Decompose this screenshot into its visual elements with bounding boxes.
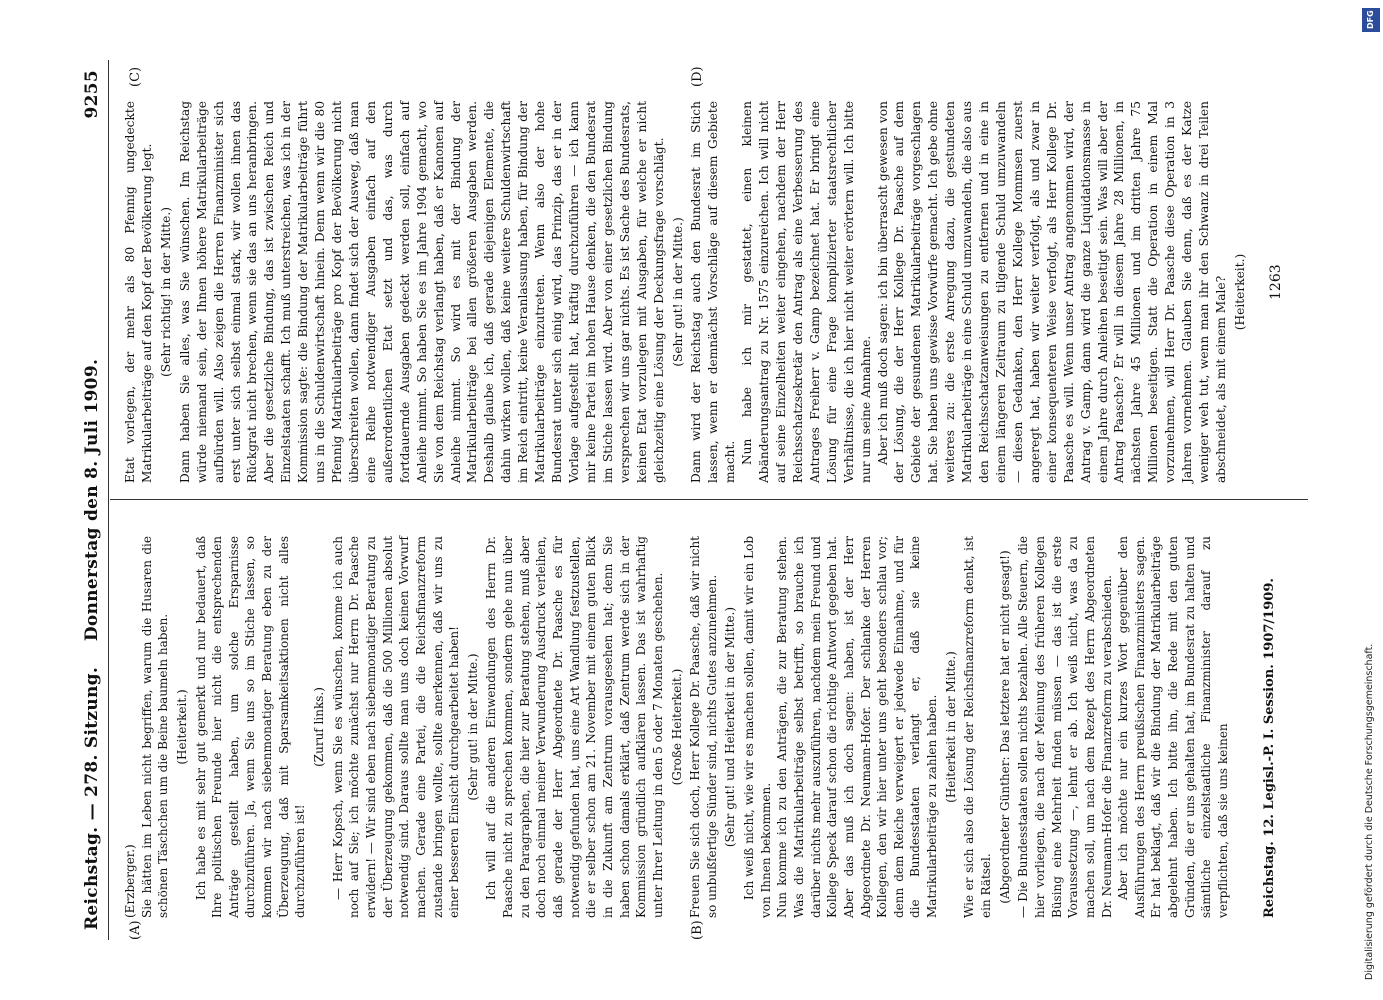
right-paragraph: Nun habe ich mir gestattet, einen kleinen Abänderungsantrag zu Nr. 1575 einzureichen. Ich will nicht auf seine Einzelheiten weiter eingehen, nachdem der Herr Reichsschatzsekretär den Antrag als eine Verbesserung des Antrages Freiherr v. Gamp bezeichnet hat. Er bringt eine Lösung für eine Frage komplizierter staatsrechtlicher Verhältnisse, die ich hier nicht weiter erörtern will. Ich bitte nur um seine Annahme. bbox=[740, 101, 873, 483]
left-column bbox=[122, 536, 1232, 918]
right-paragraph: Etat vorlegen, der mehr als 80 Pfennig ungedeckte Matrikularbeiträge auf den Kopf der Bevölkerung legt. bbox=[123, 101, 154, 483]
margin-letter-c: (C) bbox=[128, 66, 143, 87]
left-paragraph: Sie hätten im Leben nicht begriffen, warum die Husaren die schönen Täschchen um die Beine baumeln haben. bbox=[139, 536, 171, 918]
header-rule bbox=[108, 60, 109, 940]
right-paragraph: Aber ich muß doch sagen: ich bin überrascht gewesen von der Lösung, die der Herr Kollege Dr. Paasche auf dem Gebiete der gesundenen Matrikularbeiträge vorgeschlagen hat. Sie haben uns gewisse Vorwürfe gemacht. Ich gebe ohne weiteres zu: die erste Anregung dazu, die gestundeten Matrikularbeiträge in eine Schuld umzuwandeln, die also aus den Reichsschatzanweisungen zu entfernen und in eine in einem längeren Zeitraum zu tilgende Schuld umzuwandeln — diesen Gedanken, den Herr Kollege Mommsen zuerst angeregt hat, haben wir weiter verfolgt, als und zwar in einer konsequenteren Weise verfolgt, als Herr Kollege Dr. Paasche es will. Wenn unser Antrag angenommen wird, der Antrag v. Gamp, dann wird die ganze Liquidationsmasse in einem Jahre durch Anleihen beseitigt sein. Was will aber der Antrag Paasche? Er will in diesem Jahre 28 Millionen, in nächsten Jahre 45 Millionen und im dritten Jahre 75 Millionen beseitigen. Statt die Operation in einem Mal vorzunehmen, will Herr Dr. Paasche diese Operation in 3 Jahren vornehmen. Glauben Sie denn, daß es der Katze weniger weh tut, wenn man ihr den Schwanz in drei Teilen abschneidet, als mit einem Male? bbox=[875, 101, 1228, 483]
margin-letter-b: (B) bbox=[690, 920, 705, 940]
footer-page-number: 1263 bbox=[1268, 264, 1284, 300]
header-left: Reichstag. — 278. Sitzung. bbox=[82, 666, 102, 930]
page-number: 9255 bbox=[82, 70, 102, 119]
left-paragraph: (Erzberger.) bbox=[123, 844, 137, 918]
column-rule bbox=[110, 499, 1308, 500]
left-paragraph: Aber ich möchte nur ein kurzes Wort gegenüber den Ausführungen des Herrn preußischen Finanzministers sagen. Er hat beklagt, daß wir die Bindung der Matrikularbeiträge abgelehnt haben. Ich bitte ihn, die Rede mit den guten Gründen, die er uns gehalten hat, im Bundesrat zu halten und sämtliche einzelstaatliche Finanzminister darauf zu verpflichten, daß sie uns keinen bbox=[1116, 536, 1230, 918]
left-paragraph: (Sehr gut! und Heiterkeit in der Mitte.) bbox=[723, 606, 738, 848]
footer-session: Reichstag. 12. Legisl.-P. I. Session. 1907/1909. bbox=[1262, 578, 1277, 918]
right-paragraph: Dann wird der Reichstag auch den Bundesrat im Stich lassen, wenn er demnächst Vorschläge auf diesem Gebiete macht. bbox=[689, 101, 738, 483]
right-paragraph: (Sehr gut! in der Mitte.) bbox=[670, 217, 685, 367]
left-paragraph: Freuen Sie sich doch, Herr Kollege Dr. Paasche, daß wir nicht so unbußfertige Sünder sind, nichts Gutes anzunehmen. bbox=[688, 536, 719, 918]
left-paragraph: Ich weiß nicht, wie wir es machen sollen, damit wir ein Lob von Ihnen bekommen. bbox=[742, 536, 773, 918]
margin-letter-a: (A) bbox=[128, 920, 143, 940]
left-paragraph: Wie er sich also die Lösung der Reichsfinanzreform denkt, ist ein Rätsel. bbox=[962, 536, 994, 918]
left-paragraph: (Heiterkeit.) bbox=[174, 689, 189, 765]
left-paragraph: (Große Heiterkeit.) bbox=[669, 668, 684, 786]
left-paragraph: — Die Bundesstaaten sollen nichts bezahlen. Alle Steuern, die hier vorliegen, die nach der Meinung des früheren Kollegen Büsing eine Mehrheit finden müssen — das ist die erste Voraussetzung —, lehnt er ab. Ich weiß nicht, was da zu machen soll, um nach dem Rezept des Herrn Abgeordneten Dr. Neumann-Hofer die Finanzreform zu verabschieden. bbox=[1016, 536, 1114, 918]
left-paragraph: Nun komme ich zu den Anträgen, die zur Beratung stehen. Was die Matrikularbeiträge selbst betrifft, so brauche ich darüber nichts mehr auszuführen, nachdem mein Freund und Kollege Speck darauf schon die richtige Antwort gegeben hat. Aber das muß ich doch sagen: haben, ist der Herr Abgeordnete Dr. Neumann-Hofer. Der schlanke der Herren Kollegen, den wir hier unter uns geht besonders schlau vor; denn dem Reiche verweigert er jedwede Einnahme, und für die Bundesstaaten verlangt er, daß sie keine Matrikularbeiträge zu zahlen haben. bbox=[775, 536, 940, 918]
header-date: Donnerstag den 8. Juli 1909. bbox=[82, 358, 102, 642]
left-paragraph: — Herr Kopsch, wenn Sie es wünschen, komme ich auch noch auf Sie; ich möchte zunächst nur Herrn Dr. Paasche erwidern! — Wir sind eben nach siebenmonatiger Beratung zu der Überzeugung gekommen, daß die 500 Millionen absolut notwendig sind. Daraus sollte man uns doch keinen Vorwurf machen. Gerade eine Partei, die die Reichsfinanzreform zustande bringen wollte, sollte anerkennen, daß wir uns zu einer besseren Einsicht durchgearbeitet haben! bbox=[330, 536, 462, 918]
right-paragraph: (Heiterkeit.) bbox=[1232, 253, 1247, 331]
left-paragraph: Ich habe es mit sehr gut gemerkt und nur bedauert, daß Ihre politischen Freunde hier nicht die entsprechenden Anträge gestellt haben, um solche Ersparnisse durchzuführen. Ja, wenn Sie uns so im Stiche lassen, so kommen wir nach siebenmonatiger Beratung eben zu der Überzeugung, daß mit Sparsamkeitsaktionen nicht alles durchzuführen ist! bbox=[193, 536, 308, 918]
margin-letter-d: (D) bbox=[690, 66, 705, 87]
page-header bbox=[82, 60, 108, 940]
left-paragraph: (Heiterkeit in der Mitte.) bbox=[943, 651, 958, 803]
right-paragraph: (Sehr richtig! in der Mitte.) bbox=[158, 207, 173, 377]
right-column bbox=[122, 101, 1251, 483]
left-paragraph: (Zuruf links.) bbox=[312, 687, 327, 767]
left-paragraph: Ich will auf die anderen Einwendungen des Herrn Dr. Paasche nicht zu sprechen kommen, sondern gehe nun über zu den Paragraphen, die hier zur Beratung stehen, muß aber doch noch einmal meiner Verwunderung Ausdruck verleihen, daß gerade der Herr Abgeordnete Dr. Paasche es für notwendig gefunden hat, uns eine Art Wandlung festzustellen, die er selber schon am 21. November mit einem guten Blick in die Zukunft am Zentrum vorausgesehen hat; denn Sie haben schon damals erklärt, daß Zentrum werde sich in der Kommission gründlich aufklären lassen. Das ist wahrhaftig unter Ihrer Leitung in den 5 oder 7 Monaten geschehen. bbox=[484, 536, 665, 918]
digitization-note: Digitalisierung gefördert durch die Deutsche Forschungsgemeinschaft. bbox=[1364, 643, 1375, 980]
right-paragraph: Dann haben Sie alles, was Sie wünschen. Im Reichstag würde niemand sein, der Ihnen höhere Matrikularbeiträge aufbürden will. Also zeigen die Herren Finanzminister sich erst unter sich selbst einmal stark, wir wollen ihnen das Rückgrat nicht brechen, wenn sie das an uns heranbringen. Aber die gesetzliche Bindung, das ist zwischen Reich und Einzelstaaten schafft. Ich muß unterstreichen, was ich in der Kommission sagte: die Bindung der Matrikularbeiträge führt uns in die Schuldenwirtschaft hinein. Denn wenn wir die 80 Pfennig Matrikularbeiträge pro Kopf der Bevölkerung nicht überschreiten wollen, dann findet sich der Ausweg, daß man eine Reihe notwendiger Ausgaben einfach auf den außerordentlichen Etat setzt und das, was durch fortdauernde Ausgaben gedeckt werden soll, einfach auf Anleihe nimmt. So haben Sie es im Jahre 1904 gemacht, wo Sie von dem Reichstag verlangt haben, daß er Kanonen auf Anleihe nimmt. So wird es mit der Bindung der Matrikularbeiträge bei allen größeren Ausgaben werden. Deshalb glaube ich, daß gerade diejenigen Elemente, die dahin wirken wollen, daß keine weitere Schuldenwirtschaft im Reich eintritt, keine Veranlassung haben, für Bindung der Matrikularbeiträge einzutreten. Wenn also der hohe Bundesrat unter sich einig wird, das Prinzip, das er in der Vorlage aufgestellt hat, kräftig durchzuführen — ich kann mir keine Partei im hohen Hause denken, die den Bundesrat im Stiche lassen wird. Aber von einer gesetzlichen Bindung versprechen wir uns gar nichts. Es ist Sache des Bundesrats, keinen Etat vorzulegen mit Ausgaben, für welche er nicht gleichzeitig eine Lösung der Deckungsfrage vorschlägt. bbox=[177, 101, 666, 483]
left-paragraph: (Abgeordneter Günther: Das letztere hat er nicht gesagt!) bbox=[997, 550, 1012, 904]
dfg-logo: DFG bbox=[1362, 8, 1380, 32]
left-paragraph: (Sehr gut! in der Mitte.) bbox=[465, 653, 480, 801]
